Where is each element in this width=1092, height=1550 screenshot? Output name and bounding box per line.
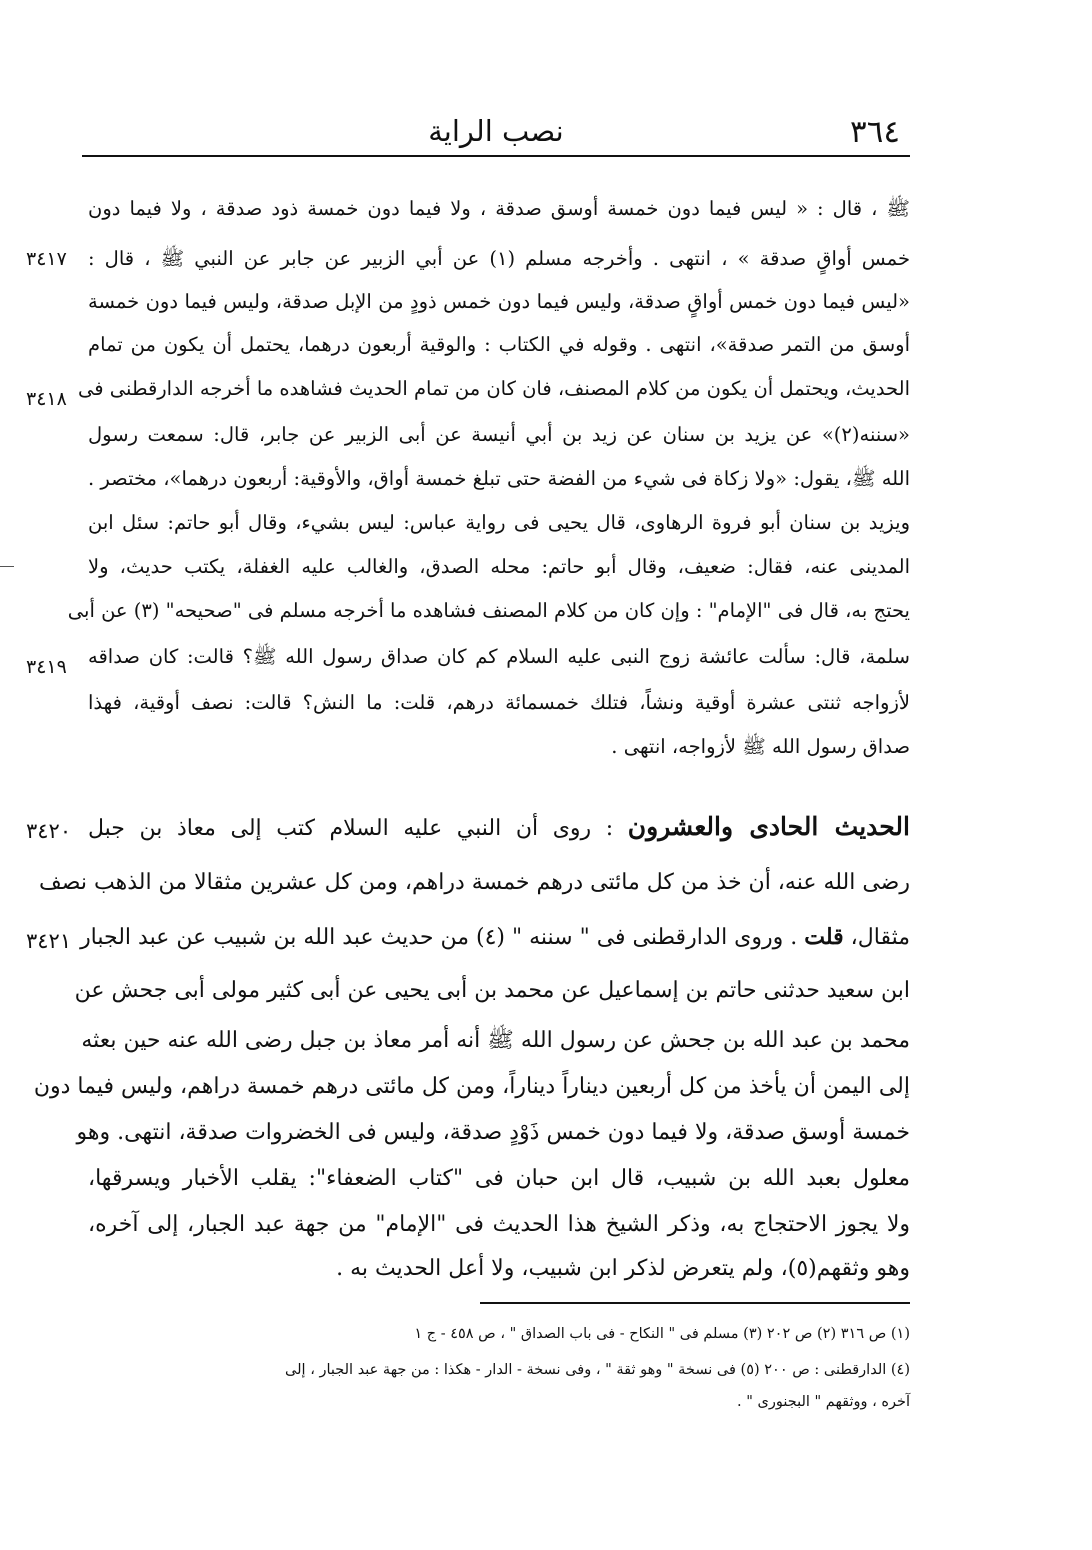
- text-line: خمس أواقٍ صدقة » ، انتهى . وأخرجه مسلم (١) عن أبي الزبير عن جابر عن النبي ﷺ ، قال :: [88, 247, 910, 270]
- text-line: الله ﷺ، يقول: «ولا زكاة فى شيء من الفضة حتى تبلغ خمسة أواق، والأوقية: أربعون درهما»، مختصر .: [88, 467, 910, 490]
- text-line: وهو وثقهم(٥)، ولم يتعرض لذكر ابن شبيب، ولا أعل الحديث به .: [336, 1256, 910, 1281]
- running-title: نصب الراية: [428, 114, 564, 148]
- text-line: ابن سعيد حدثنى حاتم بن إسماعيل عن محمد بن أبى يحيى عن أبى كثير مولى أبى جحش عن: [74, 978, 910, 1003]
- text-line: «ليس فيما دون خمس أواقٍ صدقة، وليس فيما دون خمس ذودٍ من الإبل صدقة، وليس فيما دون خمسة: [88, 290, 910, 313]
- text-line: إلى اليمن أن يأخذ من كل أربعين ديناراً ديناراً، ومن كل مائتى درهم خمسة دراهم، وليس فيما دون: [33, 1074, 910, 1099]
- qult-label: قلت: [804, 924, 844, 950]
- hadith-number: ٣٤١٩: [26, 656, 67, 678]
- footnote-line: (١) ص ٣١٦ (٢) ص ٢٠٢ (٣) مسلم فى " النكاح - فى باب الصداق " ، ص ٤٥٨ - ج ١: [414, 1326, 910, 1342]
- text-line: ويزيد بن سنان أبو فروة الرهاوى، قال يحيى فى رواية عباس: ليس بشيء، وقال أبو حاتم: سئل ابن: [88, 511, 910, 534]
- header-rule: [82, 155, 910, 157]
- text-line: محمد بن عبد الله بن جحش عن رسول الله ﷺ أنه أمر معاذ بن جبل رضى الله عنه حين بعثه: [81, 1028, 910, 1053]
- text-line: معلول بعبد الله بن شبيب، قال ابن حبان فى "كتاب الضعفاء": يقلب الأخبار ويسرقها،: [88, 1166, 910, 1191]
- text-line: خمسة أوسق صدقة، ولا فيما دون خمس ذَوْدٍ صدقة، وليس فى الخضروات صدقة، انتهى. وهو: [76, 1120, 910, 1145]
- text-line: مثقال، قلت . وروى الدارقطنى فى " سننه " (٤) من حديث عبد الله بن شبيب عن عبد الجبار: [80, 924, 910, 950]
- page-number: ٣٦٤: [850, 114, 900, 150]
- text-line: ﷺ ، قال : « ليس فيما دون خمسة أوسق صدقة ، ولا فيما دون خمسة ذود صدقة ، ولا فيما دون: [88, 197, 910, 220]
- text-line: أوسق من التمر صدقة»، انتهى . وقوله في الكتاب : والوقية أربعون درهما، يحتمل أن يكون من تمام: [88, 333, 910, 356]
- margin-mark: [0, 566, 14, 567]
- text-line: صداق رسول الله ﷺ لأزواجه، انتهى .: [611, 735, 910, 758]
- footnote-line: آخره ، ووثقهم " البجنورى " .: [737, 1394, 910, 1410]
- text-line: «سننه(٢)» عن يزيد بن سنان عن زيد بن أبي أنيسة عن أبى الزبير عن جابر، قال: سمعت رسول: [88, 423, 910, 446]
- page-header: [82, 108, 910, 154]
- footnote-rule: [480, 1302, 910, 1304]
- footnote-line: (٤) الدارقطنى : ص ٢٠٠ (٥) فى نسخة " وهو ثقة " ، وفى نسخة - الدار - هكذا : من جهة عبد الجبار ، إلى: [285, 1362, 910, 1378]
- text-line: رضى الله عنه، أن خذ من كل مائتى درهم خمسة دراهم، ومن كل عشرين مثقالا من الذهب نصف: [39, 870, 910, 895]
- hadith-number: ٣٤٢١: [26, 929, 72, 953]
- text-line: الحديث الحادى والعشرون : روى أن النبي عليه السلام كتب إلى معاذ بن جبل: [88, 812, 910, 841]
- section-heading: الحديث الحادى والعشرون: [627, 812, 910, 841]
- text-line: ولا يجوز الاحتجاج به، وذكر الشيخ هذا الحديث فى "الإمام" من جهة عبد الجبار، إلى آخره،: [88, 1212, 910, 1237]
- hadith-number: ٣٤١٧: [26, 248, 67, 270]
- text-line: لأزواجه ثنتى عشرة أوقية ونشاً، فتلك خمسمائة درهم، قلت: ما النش؟ قالت: نصف أوقية، فهذا: [88, 691, 910, 714]
- text-line: الحديث، ويحتمل أن يكون من كلام المصنف، فان كان من تمام الحديث فشاهده ما أخرجه الدارقطنى فى: [78, 377, 910, 400]
- hadith-number: ٣٤٢٠: [26, 819, 72, 843]
- hadith-number: ٣٤١٨: [26, 388, 67, 410]
- text-line: يحتج به، قال فى "الإمام" : وإن كان من كلام المصنف فشاهده ما أخرجه مسلم فى "صحيحه" (٣) عن أبى: [67, 599, 910, 622]
- text-line: سلمة، قال: سألت عائشة زوج النبى عليه السلام كم كان صداق رسول الله ﷺ؟ قالت: كان صداقه: [88, 645, 910, 668]
- text-line: المدينى عنه، فقال: ضعيف، وقال أبو حاتم: محله الصدق، والغالب عليه الغفلة، يكتب حديث، ولا: [88, 555, 910, 578]
